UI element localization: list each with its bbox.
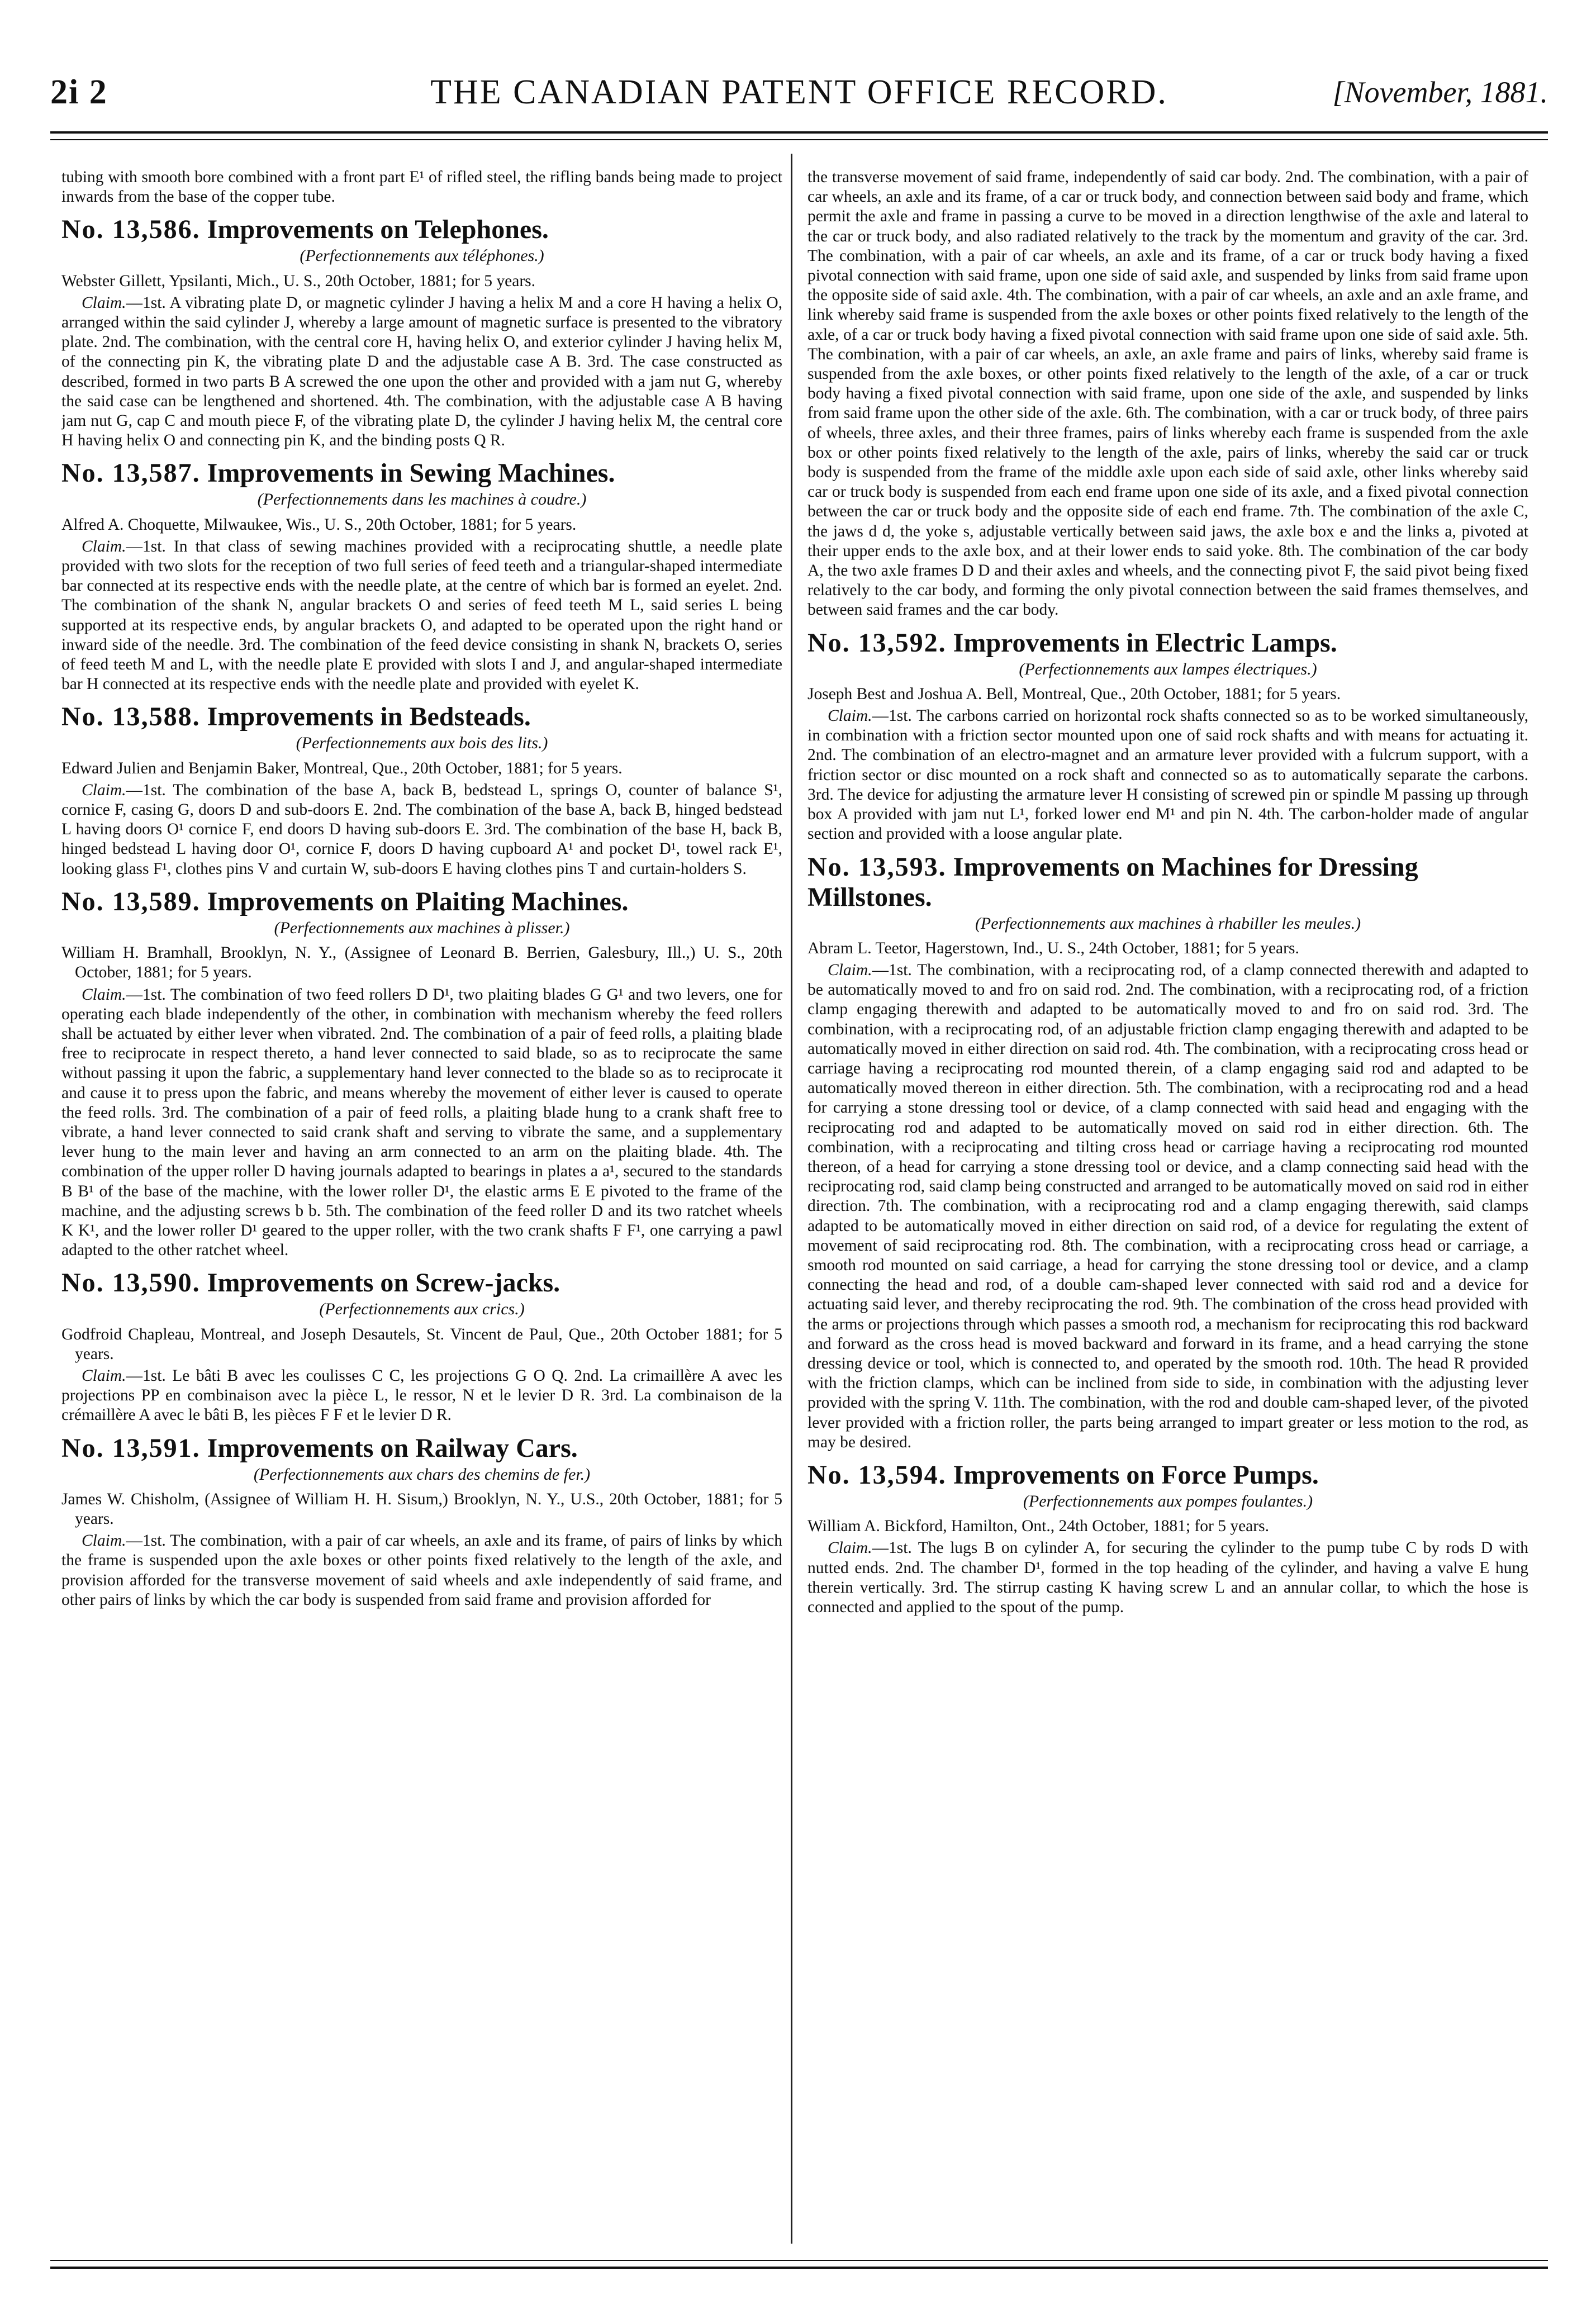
claim-label: Claim.: [82, 1366, 126, 1385]
patent-title: Improvements on Telephones.: [207, 215, 549, 245]
claim-text: —1st. The combination, with a reciprocating rod, of a clamp connected therewith and adapted to be automatically moved to and fro on said rod. 2nd. The combination, with a reciprocating rod, of a friction clamp engaging therewith and adapted to be automatically moved to and fro on said rod. 3rd. The combination, with a reciprocating rod, of an adjustable friction clamp engaging therewith and adapted to be automatically moved in either direction on said rod. 4th. The combination, with a reciprocating cross head or carriage having a reciprocating rod mounted therein, of a clamp engaging said rod and adapted to be automatically moved thereon in either direction. 5th. The combination, with a reciprocating rod and a head for carrying a stone dressing tool or device, of a clamp connected with said head and engaging with the reciprocating rod and adapted to be automatically moved on said rod in either direction. 6th. The combination, with a reciprocating and tilting cross head or carriage having a reciprocating rod mounted thereon, of a head for carrying a stone dressing tool or device, and a clamp connecting said head with the reciprocating rod, said clamp being constructed and arranged to be automatically moved on said rod in either direction. 7th. The combination, with a reciprocating rod and a clamp engaging therewith, said clamps adapted to be automatically moved in either direction on said rod, of a device for regulating the extent of movement of said reciprocating rod. 8th. The combination, with a reciprocating cross head or carriage, a smooth rod mounted on said carriage, a head for carrying the stone dressing tool or device, and a clamp connecting the head and rod, of a double cam-shaped lever connected with said rod and a device for actuating said lever, and thereby reciprocating the rod. 9th. The combination of the cross head provided with the arms or projections through which passes a smooth rod, a mechanism for reciprocating this rod backward and forward as the cross head is moved backward and forward in its frame, and a head carrying the stone dressing device or tool, which is connected to, and operated by the smooth rod. 10th. The head R provided with the friction clamps, which can be inclined from side to side, in combination with the adjusting lever provided with the spring V. 11th. The combination, with the rod and double cam-shaped lever, of the pivoted lever provided with a friction roller, the parts being arranged to impart greater or less motion to the rod, as may be desired.: [808, 961, 1528, 1451]
patent-title: Improvements on Force Pumps.: [953, 1460, 1319, 1490]
claim-text: —1st. The combination, with a pair of car wheels, an axle and its frame, of pairs of links by which the frame is suspended upon the axle boxes or other points fixed relatively to the length of the axle, and provision afforded for the transverse movement of said wheels and axle independently of said frame, and other pairs of links by which the car body is suspended from said frame and provision afforded for: [61, 1532, 782, 1609]
patent-inventor: Webster Gillett, Ypsilanti, Mich., U. S., 20th October, 1881; for 5 years.: [61, 272, 535, 290]
patent-heading: [61, 702, 782, 732]
right-column: [808, 168, 1528, 2246]
patent-entry: [61, 215, 782, 450]
patent-number: No. 13,586.: [61, 215, 201, 245]
patent-title: Improvements on Plaiting Machines.: [207, 886, 629, 916]
patent-claim: [808, 961, 1528, 1452]
patent-inventor: Abram L. Teetor, Hagerstown, Ind., U. S., 24th October, 1881; for 5 years.: [808, 939, 1299, 957]
patent-french-title: (Perfectionnements aux pompes foulantes.): [1023, 1491, 1313, 1510]
page-header: [50, 50, 1548, 117]
patent-french-title: (Perfectionnements dans les machines à coudre.): [257, 490, 587, 509]
patent-heading: [808, 628, 1528, 658]
claim-text: —1st. In that class of sewing machines provided with a reciprocating shuttle, a needle plate provided with two slots for the reception of two full series of feed teeth and a triangular-shaped intermediate bar connected at its respective ends with the needle plate, at the centre of which bar is formed an eyelet. 2nd. The combination of the shank N, angular brackets O and series of feed teeth M L, said series L being supported at its respective ends, by angular brackets O, and adapted to be operated upon the right hand or inward side of the needle. 3rd. The combination of the feed device consisting in shank N, brackets O, series of feed teeth M and L, with the needle plate E provided with slots I and J, and angular-shaped intermediate bar H connected at its respective ends with the needle plate and provided with eyelet K.: [61, 537, 782, 693]
claim-label: Claim.: [82, 781, 126, 799]
issue-date: [November, 1881.: [1332, 75, 1548, 109]
patent-french-title: (Perfectionnements aux bois des lits.): [296, 734, 548, 753]
page-number: 2i 2: [50, 73, 108, 111]
claim-label: Claim.: [828, 961, 872, 979]
continued-claim-text: the transverse movement of said frame, independently of said car body. 2nd. The combination, with a pair of car wheels, an axle and its frame, of a car or truck body, and connection between said body and frame, which permit the axle and frame in passing a curve to be moved in a direction lengthwise of the axle and lateral to the car or truck body, and also radiated relatively to the track by the momentum and gravity of the car. 3rd. The combination, with a pair of car wheels, an axle and its frame, of a car or truck body having a fixed pivotal connection with said frame, upon one side of said axle, and suspended by links from said frame upon the opposite side of said axle. 4th. The combination, with a pair of car wheels, an axle and an axle frame, and link whereby said frame is suspended from the axle boxes or other points fixed relatively to the length of the axle, of a car or truck body having a fixed pivotal connection with said frame upon one side of said axle. 5th. The combination, with a pair of car wheels, an axle, an axle frame and pairs of links, whereby said frame is suspended from the axle boxes, or other points fixed relatively to the length of the axle, of a car or truck body having a fixed pivotal connection with said frame, upon one side of the axle, and suspended by links from said frame upon the other side of the axle. 6th. The combination, with a car or truck body, of three pairs of wheels, three axles, and their three frames, pairs of links whereby each frame is suspended from the axle box or other points fixed relatively to the length of the axle, pairs of links, whereby the said car or truck body is suspended from the frame of the middle axle upon each side of said axle, other links whereby said car or truck body is suspended from each end frame upon one side of its axle, and a fixed pivotal connection between the car or truck body and the opposite side of each end frame. 7th. The combination of the axle C, the jaws d d, the yoke s, adjustable vertically between said jaws, the axle box e and the links a, pivoted at their upper ends to the axle box, and at their lower ends to said yoke. 8th. The combination of the car body A, the two axle frames D D and their axles and wheels, and the connecting pivot F, the said pivot being fixed relatively to the car body, and forming the only pivotal connection between the said frames themselves, and between said frames and the car body.: [808, 168, 1528, 619]
patent-french-title: (Perfectionnements aux crics.): [319, 1300, 525, 1319]
claim-label: Claim.: [82, 985, 126, 1004]
frame-inner-rule-top: [50, 139, 1548, 140]
patent-french-title: (Perfectionnements aux lampes électriques.): [1019, 659, 1317, 678]
patent-inventor: Edward Julien and Benjamin Baker, Montreal, Que., 20th October, 1881; for 5 years.: [61, 759, 623, 777]
patent-heading: [808, 1460, 1528, 1490]
patent-number: No. 13,589.: [61, 886, 201, 916]
patent-number: No. 13,591.: [61, 1433, 201, 1463]
claim-label: Claim.: [82, 293, 126, 312]
patent-entry: [61, 1268, 782, 1425]
column-divider: [791, 154, 792, 2244]
patent-french-title: (Perfectionnements aux machines à plisser.): [274, 918, 570, 937]
patent-heading: [61, 887, 782, 917]
patent-inventor: Godfroid Chapleau, Montreal, and Joseph Desautels, St. Vincent de Paul, Que., 20th October 1881; for 5 years.: [61, 1325, 782, 1363]
patent-heading: [61, 1268, 782, 1298]
claim-text: —1st. A vibrating plate D, or magnetic cylinder J having a helix M and a core H having a helix O, arranged within the said cylinder J, whereby a large amount of magnetic surface is presented to the vibratory plate. 2nd. The combination, with the central core H, having helix O, and exterior cylinder J having helix M, of the connecting pin K, the vibrating plate D and the adjustable case A B. 3rd. The case constructed as described, formed in two parts B A screwed the one upon the other and provided with a jam nut G, whereby the said case can be lengthened and shortened. 4th. The combination, with the adjustable case A B having jam nut G, cap C and mouth piece F, of the vibrating plate D, the cylinder J having helix M, the central core H having helix O and connecting pin K, and the binding posts Q R.: [61, 293, 782, 450]
patent-claim: [61, 1531, 782, 1610]
patent-number: No. 13,594.: [808, 1460, 947, 1490]
patent-entry: [61, 458, 782, 694]
patent-title: Improvements on Railway Cars.: [207, 1433, 578, 1463]
patent-heading: [61, 1433, 782, 1464]
claim-text: —1st. The lugs B on cylinder A, for securing the cylinder to the pump tube C by rods D with nutted ends. 2nd. The chamber D¹, formed in the top heading of the cylinder, and having a valve E hung therein vertically. 3rd. The stirrup casting K having screw L and an annular collar, to which the hose is connected and applied to the spout of the pump.: [808, 1539, 1528, 1616]
patent-inventor: Alfred A. Choquette, Milwaukee, Wis., U. S., 20th October, 1881; for 5 years.: [61, 515, 577, 534]
claim-text: —1st. The combination of two feed rollers D D¹, two plaiting blades G G¹ and two levers, one for operating each blade independently of the other, in combination with mechanism whereby the feed rollers shall be actuated by either lever when vibrated. 2nd. The combination of a pair of feed rolls, a plaiting blade free to reciprocate in respect thereto, a hand lever connected to said blade, so as to reciprocate the same without passing it upon the fabric, a supplementary hand lever connected to the blade so as to reciprocate it and cause it to press upon the fabric, and means whereby the movement of either lever is caused to operate the feed rolls. 3rd. The combination of a pair of feed rolls, a plaiting blade hung to a crank shaft free to vibrate, a hand lever connected to said crank shaft and serving to vibrate the same, and a supplementary lever hung to the main lever and having an arm connected to an arm on the plaiting blade. 4th. The combination of the upper roller D having journals adapted to bearings in plates a a¹, secured to the standards B B¹ of the base of the machine, with the lower roller D¹, the elastic arms E E pivoted to the frame of the machine, and the adjusting screws b b. 5th. The combination of the feed roller D and its two ratchet wheels K K¹, and the lower roller D¹ geared to the upper roller, with the two crank shafts F F¹, one carrying a pawl adapted to the other ratchet wheel.: [61, 985, 782, 1260]
frame-inner-rule-bottom: [50, 2260, 1548, 2261]
claim-text: —1st. The combination of the base A, back B, bedstead L, springs O, counter of balance S¹, cornice F, casing G, doors D and sub-doors E. 2nd. The combination of the base A, back B, hinged bedstead L having doors O¹ cornice F, end doors D having sub-doors E. 3rd. The combination of the base H, back B, hinged bedstead L having door O¹, cornice F, doors D having cupboard A¹ and pocket D¹, towel rack E¹, looking glass F¹, clothes pins V and curtain W, sub-doors E having clothes pins T and curtain-holders S.: [61, 781, 782, 878]
patent-heading: [61, 458, 782, 488]
patent-claim: [61, 781, 782, 879]
patent-entry: [808, 852, 1528, 1452]
patent-french-title: (Perfectionnements aux chars des chemins de fer.): [253, 1465, 591, 1484]
patent-inventor: Joseph Best and Joshua A. Bell, Montreal, Que., 20th October, 1881; for 5 years.: [808, 685, 1341, 703]
patent-inventor: William H. Bramhall, Brooklyn, N. Y., (Assignee of Leonard B. Berrien, Galesbury, Ill.,) U. S., 20th October, 1881; for 5 years.: [61, 944, 782, 982]
patent-number: No. 13,593.: [808, 852, 947, 882]
claim-label: Claim.: [82, 537, 126, 555]
claim-label: Claim.: [828, 707, 872, 725]
patent-title: Improvements in Sewing Machines.: [207, 458, 615, 488]
patent-french-title: (Perfectionnements aux machines à rhabiller les meules.): [975, 914, 1361, 933]
continued-claim-text: tubing with smooth bore combined with a front part E¹ of rifled steel, the rifling bands being made to project inwards from the base of the copper tube.: [61, 168, 782, 206]
patent-claim: [61, 985, 782, 1261]
claim-text: —1st. Le bâti B avec les coulisses C C, les projections G O Q. 2nd. La crimaillère A avec les projections PP en combinaison avec la pièce L, le ressor, N et le levier D R. 3rd. La combinaison de la crémaillère A avec le bâti B, les pièces F F et le levier D R.: [61, 1366, 782, 1424]
patent-entry: [61, 887, 782, 1260]
patent-entry: [61, 1433, 782, 1610]
patent-heading: [61, 215, 782, 245]
patent-claim: [808, 706, 1528, 844]
patent-number: No. 13,588.: [61, 702, 201, 732]
patent-inventor: James W. Chisholm, (Assignee of William H. H. Sisum,) Brooklyn, N. Y., U.S., 20th October, 1881; for 5 years.: [61, 1490, 782, 1528]
patent-entry: [808, 628, 1528, 844]
left-column: [61, 168, 782, 2246]
patent-title: Improvements on Machines for Dressing Millstones.: [808, 852, 1418, 912]
patent-claim: [61, 293, 782, 451]
publication-title: THE CANADIAN PATENT OFFICE RECORD.: [430, 73, 1168, 111]
claim-label: Claim.: [82, 1532, 126, 1550]
patent-entry: [61, 702, 782, 878]
patent-french-title: (Perfectionnements aux téléphones.): [300, 246, 544, 265]
patent-number: No. 13,587.: [61, 458, 201, 488]
patent-claim: [808, 1538, 1528, 1617]
patent-claim: [61, 1366, 782, 1426]
patent-entry: [808, 1460, 1528, 1617]
patent-inventor: William A. Bickford, Hamilton, Ont., 24th October, 1881; for 5 years.: [808, 1517, 1269, 1536]
claim-text: —1st. The carbons carried on horizontal rock shafts connected so as to be worked simultaneously, in combination with a friction sector mounted upon one of said rock shafts and with means for actuating it. 2nd. The combination of an electro-magnet and an armature lever provided with a fulcrum support, with a friction sector or disc mounted on a rock shaft and connected so as to automatically separate the carbons. 3rd. The device for adjusting the armature lever H consisting of screwed pin or spindle M passing up through box A provided with jam nut L¹, forked lower end M¹ and pin N. 4th. The carbon-holder made of angular section and provided with a loose angular plate.: [808, 707, 1528, 843]
patent-claim: [61, 537, 782, 695]
patent-number: No. 13,592.: [808, 628, 947, 658]
patent-number: No. 13,590.: [61, 1268, 201, 1298]
patent-title: Improvements in Electric Lamps.: [953, 628, 1337, 658]
patent-title: Improvements on Screw-jacks.: [207, 1268, 560, 1298]
patent-heading: [808, 852, 1528, 913]
patent-title: Improvements in Bedsteads.: [207, 702, 531, 732]
claim-label: Claim.: [828, 1539, 872, 1557]
